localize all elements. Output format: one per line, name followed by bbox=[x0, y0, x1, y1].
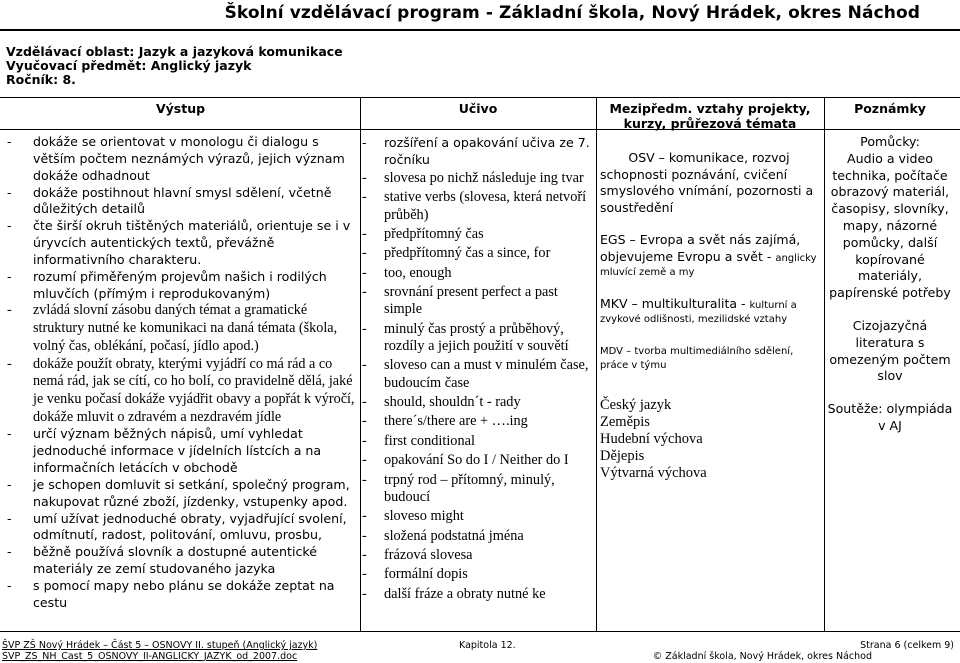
subject-item: Hudební výchova bbox=[600, 430, 703, 447]
document-header-title: Školní vzdělávací program - Základní škola, Nový Hrádek, okres Náchod bbox=[224, 3, 920, 23]
list-item: - je schopen domluvit si setkání, společný program, nakupovat různé zboží, jízdenky, vstupenky apod. bbox=[3, 477, 358, 511]
osv-line: OSV – komunikace, rozvoj bbox=[628, 150, 790, 165]
list-item: - zvládá slovní zásobu daných témat a gramatické struktury nutné ke komunikaci na daná témata (škola, volný čas, oblékání, počasí, jídlo apod.) bbox=[3, 302, 358, 355]
list-item: - další fráze a obraty nutné ke bbox=[362, 586, 594, 603]
list-item: - srovnání present perfect a past simple bbox=[362, 284, 594, 319]
list-item: - there´s/there are + ….ing bbox=[362, 413, 594, 430]
mkv-line-part: MKV – multikulturalita - bbox=[600, 295, 746, 311]
footer-copyright: © Základní škola, Nový Hrádek, okres Náchod bbox=[652, 651, 872, 662]
column-header-cross-line2: kurzy, průřezová témata bbox=[623, 116, 797, 131]
header-rule bbox=[0, 29, 960, 31]
mkv-line-part: kulturní a bbox=[749, 299, 797, 311]
list-item: - čte širší okruh tištěných materiálů, orientuje se i v úryvcích autentických textů, převážně informativního charakteru. bbox=[3, 218, 358, 269]
mkv-block bbox=[600, 296, 818, 327]
column-header-cross-line1: Mezipředm. vztahy projekty, bbox=[609, 101, 811, 116]
mkv-line: zvykové odlišnosti, mezilidské vztahy bbox=[600, 313, 788, 325]
column-header-notes: Poznámky bbox=[854, 101, 926, 116]
list-item: - sloveso might bbox=[362, 508, 594, 525]
competition-note: Soutěže: olympiáda v AJ bbox=[827, 401, 953, 433]
related-subjects bbox=[600, 397, 818, 483]
aids-note bbox=[822, 134, 958, 302]
footer-document-title: ŠVP ZŠ Nový Hrádek – Část 5 – OSNOVY II. stupeň (Anglický jazyk) bbox=[2, 640, 318, 651]
list-item: - minulý čas prostý a průběhový, rozdíly a jejich použití v souvětí bbox=[362, 321, 594, 356]
mdv-block bbox=[600, 345, 818, 373]
notes-column bbox=[822, 134, 958, 630]
list-item: - first conditional bbox=[362, 433, 594, 450]
column-divider bbox=[596, 97, 597, 631]
content-column bbox=[362, 134, 594, 630]
column-header-cross bbox=[596, 101, 824, 131]
subject-item: Zeměpis bbox=[600, 413, 650, 430]
mkv-line bbox=[600, 296, 818, 313]
mdv-line: práce v týmu bbox=[600, 359, 667, 371]
footer-filename: SVP_ZS_NH_Cast_5_OSNOVY_II-ANGLICKY_JAZYK_od_2007.doc bbox=[2, 651, 298, 662]
list-item: - trpný rod – přítomný, minulý, budoucí bbox=[362, 472, 594, 507]
list-item: - dokáže postihnout hlavní smysl sdělení, včetně důležitých detailů bbox=[3, 185, 358, 219]
list-item: - rozumí přiměřeným projevům našich i rodilých mluvčích (přímým i reprodukovaným) bbox=[3, 269, 358, 303]
subject-item: Dějepis bbox=[600, 448, 645, 465]
list-item: - should, shouldn´t - rady bbox=[362, 394, 594, 411]
egs-line bbox=[600, 249, 818, 266]
table-header-rule bbox=[0, 129, 960, 130]
osv-line: schopnosti poznávání, cvičení bbox=[600, 166, 788, 182]
list-item: - předpřítomný čas bbox=[362, 226, 594, 243]
content-list bbox=[362, 134, 594, 603]
meta-grade: Ročník: 8. bbox=[6, 72, 76, 87]
list-item: - formální dopis bbox=[362, 566, 594, 583]
subject-item: Výtvarná výchova bbox=[600, 465, 707, 482]
osv-line: smyslového vnímání, pozornosti a bbox=[600, 183, 814, 198]
list-item: - opakování So do I / Neither do I bbox=[362, 452, 594, 469]
list-item: - stative verbs (slovesa, která netvoří průběh) bbox=[362, 189, 594, 224]
mdv-line: MDV – tvorba multimediálního sdělení, bbox=[600, 345, 794, 357]
list-item: - umí užívat jednoduché obraty, vyjadřující svolení, odmítnutí, radost, politování, omluvu, prosbu, bbox=[3, 511, 358, 545]
outputs-list bbox=[3, 134, 358, 612]
list-item: - rozšíření a opakování učiva ze 7. ročníku bbox=[362, 134, 594, 168]
osv-block bbox=[600, 150, 818, 216]
list-item: - předpřítomný čas a since, for bbox=[362, 245, 594, 262]
table-bottom-rule bbox=[0, 631, 960, 632]
cross-curricular-column bbox=[600, 150, 818, 646]
list-item: - složená podstatná jména bbox=[362, 528, 594, 545]
table-top-rule bbox=[0, 97, 960, 98]
outputs-column bbox=[3, 134, 358, 630]
footer-page-number: Strana 6 (celkem 9) bbox=[860, 640, 954, 651]
list-item: - běžně používá slovník a dostupné autentické materiály ze zemí studovaného jazyka bbox=[3, 544, 358, 578]
aids-label: Pomůcky: bbox=[860, 134, 920, 149]
list-item: - určí význam běžných nápisů, umí vyhledat jednoduché informace v jídelních lístcích a na informačních letácích v obchodě bbox=[3, 426, 358, 477]
list-item: - too, enough bbox=[362, 265, 594, 282]
osv-line: soustředění bbox=[600, 199, 674, 215]
literature-note: Cizojazyčná literatura s omezeným počtem slov bbox=[829, 317, 951, 384]
egs-line-part: objevujeme Evropu a svět - bbox=[600, 248, 772, 264]
footer-chapter: Kapitola 12. bbox=[459, 640, 516, 651]
list-item: - dokáže použít obraty, kterými vyjádří co má rád a co nemá rád, jak se cítí, co ho bolí, co pravidelně dělá, jaké je venku počasí dokáže vyjádřit obavy a popřát k výročí, dokáže mluvit o zdravém a nezdravém jídle bbox=[3, 356, 358, 427]
subject-item: Český jazyk bbox=[600, 396, 672, 413]
meta-subject: Vyučovací předmět: Anglický jazyk bbox=[6, 58, 252, 73]
list-item: - dokáže se orientovat v monologu či dialogu s větším počtem neznámých výrazů, jejich význam dokáže odhadnout bbox=[3, 134, 358, 185]
column-divider bbox=[360, 97, 361, 631]
column-header-content: Učivo bbox=[458, 101, 498, 116]
list-item: - sloveso can a must v minulém čase, budoucím čase bbox=[362, 357, 594, 392]
meta-area: Vzdělávací oblast: Jazyk a jazyková komunikace bbox=[6, 44, 343, 59]
aids-text: Audio a video technika, počítače obrazový materiál, časopisy, slovníky, mapy, názorné pomůcky, další kopírované materiály, papírenské potřeby bbox=[829, 150, 951, 301]
egs-line: mluvící země a my bbox=[600, 266, 695, 278]
egs-line: EGS – Evropa a svět nás zajímá, bbox=[600, 232, 801, 247]
list-item: - frázová slovesa bbox=[362, 547, 594, 564]
egs-block bbox=[600, 232, 818, 280]
list-item: - s pomocí mapy nebo plánu se dokáže zeptat na cestu bbox=[3, 578, 358, 612]
egs-line-part: anglicky bbox=[775, 252, 817, 264]
list-item: - slovesa po nichž následuje ing tvar bbox=[362, 170, 594, 187]
column-header-outputs: Výstup bbox=[155, 101, 206, 116]
